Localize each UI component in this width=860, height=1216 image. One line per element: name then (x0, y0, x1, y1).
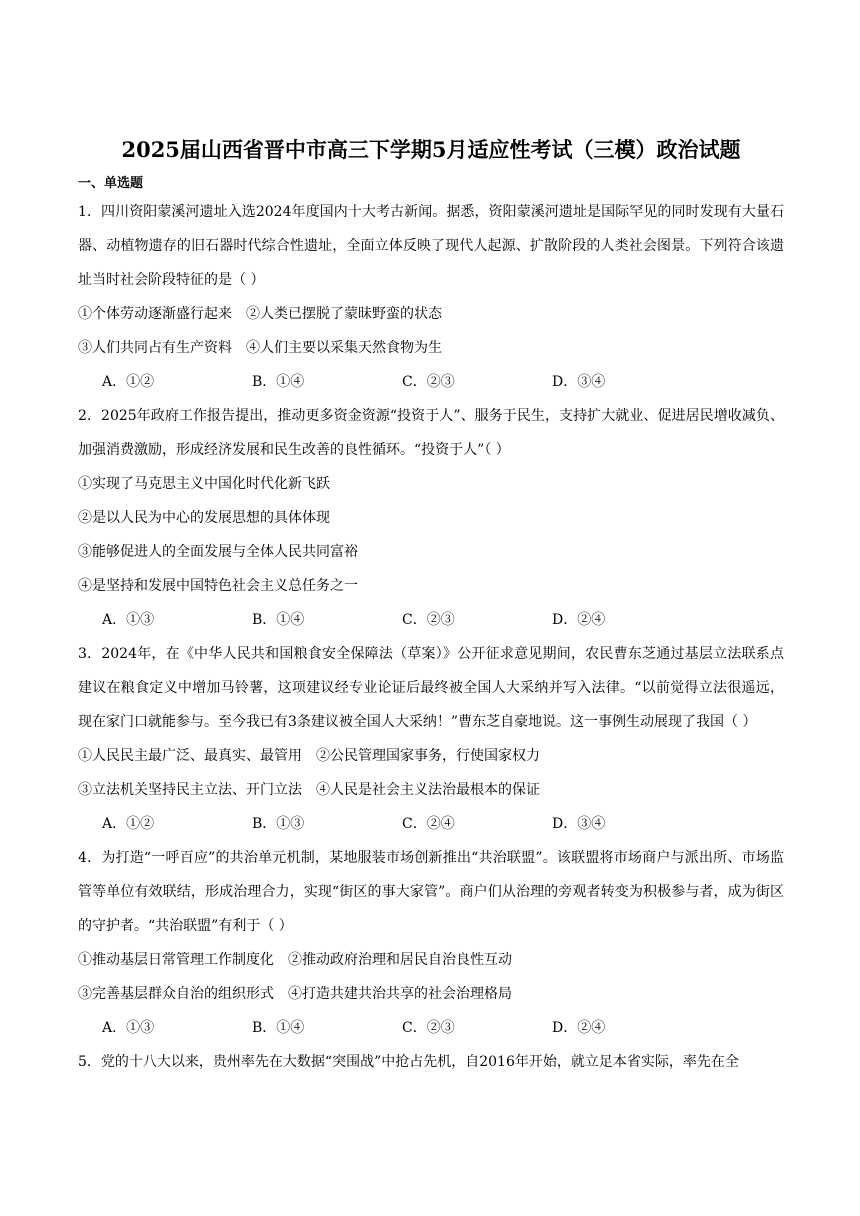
statement-row (78, 297, 784, 331)
answer-choice[interactable]: A．①③ (102, 1020, 155, 1036)
statement-row (78, 535, 784, 569)
answer-choice[interactable]: C．②③ (402, 612, 455, 628)
statement-option: ①推动基层日常管理工作制度化 (78, 952, 274, 968)
answer-choice[interactable]: A．①③ (102, 612, 155, 628)
answer-choices (78, 1011, 784, 1045)
statement-option: ③完善基层群众自治的组织形式 (78, 986, 274, 1002)
answer-choice[interactable]: D．③④ (552, 374, 606, 390)
statement-row (78, 467, 784, 501)
answer-choice[interactable]: B．①③ (252, 816, 305, 832)
statement-row (78, 977, 784, 1011)
statement-row (78, 331, 784, 365)
document-title: 2025届山西省晋中市高三下学期5月适应性考试（三模）政治试题 (121, 137, 741, 162)
statement-option: ②人类已摆脱了蒙昧野蛮的状态 (246, 306, 442, 322)
answer-choices (78, 807, 784, 841)
question-stem: 2．2025年政府工作报告提出，推动更多资金资源“投资于人”、服务于民生，支持扩大就业、促进居民增收减负、加强消费激励，形成经济发展和民生改善的良性循环。“投资于人”（ ） (78, 408, 784, 458)
statement-row (78, 569, 784, 603)
statement-row (78, 943, 784, 977)
answer-choice[interactable]: D．②④ (552, 1020, 606, 1036)
statement-option: ③能够促进人的全面发展与全体人民共同富裕 (78, 544, 358, 560)
statement-option: ③立法机关坚持民主立法、开门立法 (78, 782, 302, 798)
answer-choice[interactable]: C．②③ (402, 374, 455, 390)
statement-option: ④人民是社会主义法治最根本的保证 (316, 782, 540, 798)
statement-option: ①人民民主最广泛、最真实、最管用 (78, 748, 302, 764)
answer-choice[interactable]: B．①④ (252, 374, 305, 390)
answer-choices (78, 603, 784, 637)
question-block (78, 195, 784, 399)
statement-option: ④人们主要以采集天然食物为生 (246, 340, 442, 356)
question-block (78, 399, 784, 637)
question-block (78, 841, 784, 1045)
answer-choice[interactable]: B．①④ (252, 1020, 305, 1036)
statement-option: ②推动政府治理和居民自治良性互动 (288, 952, 512, 968)
answer-choice[interactable]: B．①④ (252, 612, 305, 628)
statement-option: ①个体劳动逐渐盛行起来 (78, 306, 232, 322)
question-list (78, 195, 784, 1079)
statement-option: ④是坚持和发展中国特色社会主义总任务之一 (78, 578, 358, 594)
answer-choice[interactable]: D．②④ (552, 612, 606, 628)
statement-option: ②是以人民为中心的发展思想的具体体现 (78, 510, 330, 526)
section-heading: 一、单选题 (78, 176, 144, 191)
question-stem: 4．为打造“一呼百应”的共治单元机制，某地服装市场创新推出“共治联盟”。该联盟将市场商户与派出所、市场监管等单位有效联结，形成治理合力，实现“街区的事大家管”。商户们从治理的旁观者转变为积极参与者，成为街区的守护者。“共治联盟”有利于（ ） (78, 850, 784, 934)
question-block (78, 637, 784, 841)
answer-choice[interactable]: C．②④ (402, 816, 455, 832)
answer-choice[interactable]: A．①② (102, 816, 155, 832)
answer-choice[interactable]: A．①② (102, 374, 155, 390)
statement-row (78, 739, 784, 773)
question-block (78, 1045, 784, 1079)
statement-option: ①实现了马克思主义中国化时代化新飞跃 (78, 476, 330, 492)
question-stem: 3．2024年，在《中华人民共和国粮食安全保障法（草案）》公开征求意见期间，农民曹东芝通过基层立法联系点建议在粮食定义中增加马铃薯，这项建议经专业论证后最终被全国人大采纳并写入法律。“以前觉得立法很遥远，现在家门口就能参与。至今我已有3条建议被全国人大采纳！”曹东芝自豪地说。这一事例生动展现了我国（ ） (78, 646, 784, 730)
question-stem: 1．四川资阳蒙溪河遗址入选2024年度国内十大考古新闻。据悉，资阳蒙溪河遗址是国际罕见的同时发现有大量石器、动植物遗存的旧石器时代综合性遗址，全面立体反映了现代人起源、扩散阶段的人类社会图景。下列符合该遗址当时社会阶段特征的是（ ） (78, 204, 784, 288)
exam-page (78, 134, 784, 1079)
statement-option: ④打造共建共治共享的社会治理格局 (288, 986, 512, 1002)
answer-choice[interactable]: C．②③ (402, 1020, 455, 1036)
answer-choices (78, 365, 784, 399)
statement-row (78, 501, 784, 535)
question-stem: 5．党的十八大以来，贵州率先在大数据“突围战”中抢占先机，自2016年开始，就立足本省实际，率先在全 (78, 1054, 739, 1070)
answer-choice[interactable]: D．③④ (552, 816, 606, 832)
statement-row (78, 773, 784, 807)
statement-option: ②公民管理国家事务，行使国家权力 (316, 748, 540, 764)
statement-option: ③人们共同占有生产资料 (78, 340, 232, 356)
